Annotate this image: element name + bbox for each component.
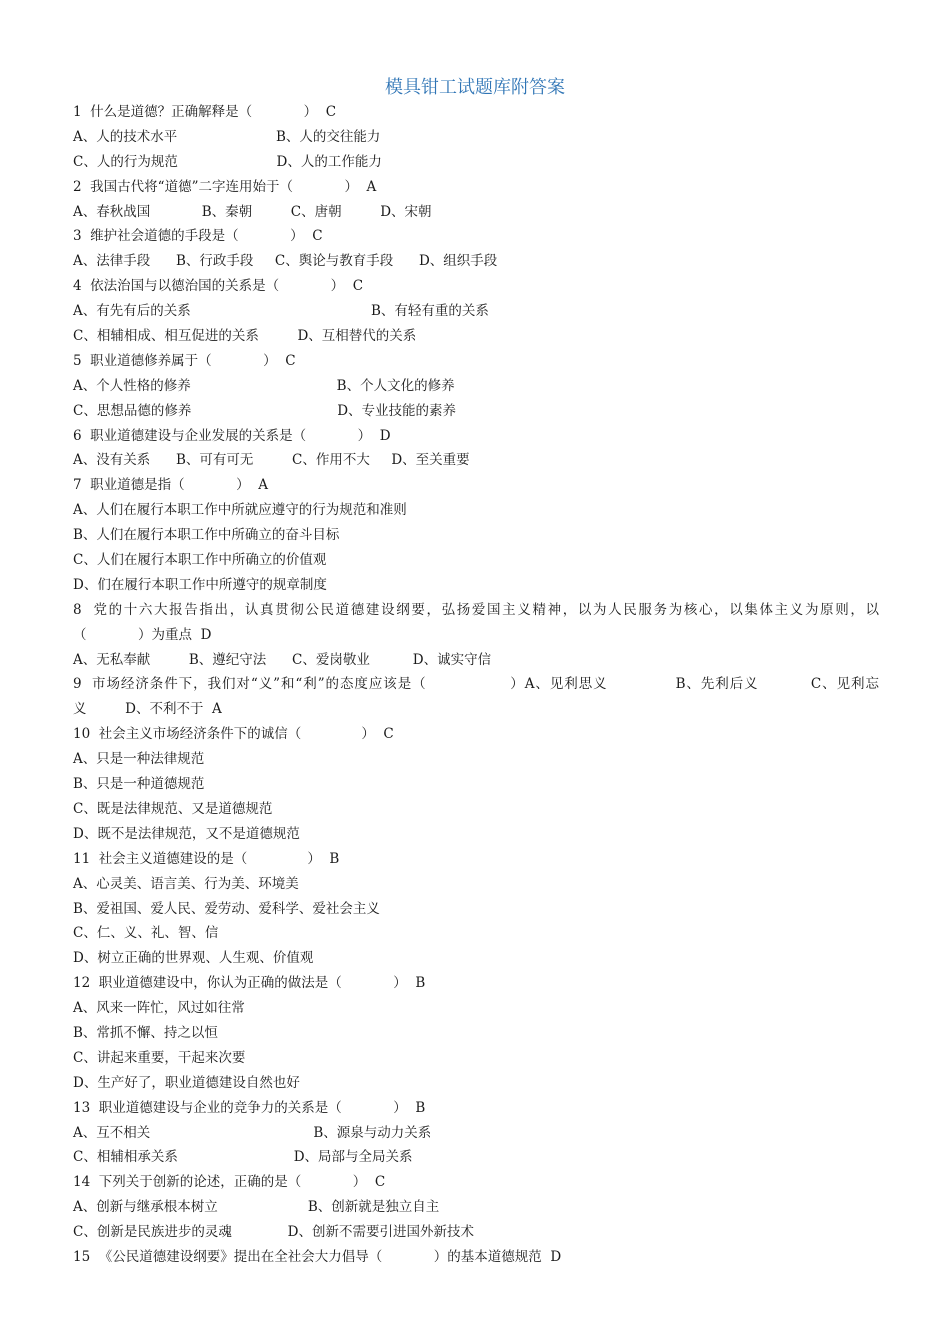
q4-options-cd: C、相辅相成、相互促进的关系 D、互相替代的关系 <box>73 328 417 345</box>
document-title: 模具钳工试题库附答案 <box>385 77 565 98</box>
q13-options-ab: A、互不相关 B、源泉与动力关系 <box>73 1124 432 1141</box>
q10-option-d: D、既不是法律规范，又不是道德规范 <box>73 825 300 842</box>
q6-options: A、没有关系 B、可有可无 C、作用不大 D、至关重要 <box>73 452 470 469</box>
q15-stem: 15 《公民道德建设纲要》提出在全社会大力倡导（ ）的基本道德规范 D <box>73 1248 562 1265</box>
q12-option-a: A、风来一阵忙，风过如往常 <box>73 1000 245 1017</box>
q7-stem: 7 职业道德是指（ ） A <box>73 477 268 494</box>
q13-options-cd: C、相辅相承关系 D、局部与全局关系 <box>73 1149 413 1166</box>
q8-stem-line1: 8 党的十六大报告指出，认真贯彻公民道德建设纲要，弘扬爱国主义精神，以为人民服务为核心，以集体主义为原则，以 <box>73 601 879 618</box>
q1-options-cd: C、人的行为规范 D、人的工作能力 <box>73 153 382 170</box>
q4-options-ab: A、有先有后的关系 B、有轻有重的关系 <box>73 303 489 320</box>
q10-option-c: C、既是法律规范、又是道德规范 <box>73 800 273 817</box>
q7-option-b: B、人们在履行本职工作中所确立的奋斗目标 <box>73 527 340 544</box>
q11-option-b: B、爱祖国、爱人民、爱劳动、爱科学、爱社会主义 <box>73 900 380 917</box>
q7-option-a: A、人们在履行本职工作中所就应遵守的行为规范和准则 <box>73 502 407 519</box>
q11-option-a: A、心灵美、语言美、行为美、环境美 <box>73 875 299 892</box>
q14-stem: 14 下列关于创新的论述，正确的是（ ） C <box>73 1174 386 1191</box>
q1-stem: 1 什么是道德？正确解释是（ ） C <box>73 104 337 120</box>
q13-stem: 13 职业道德建设与企业的竞争力的关系是（ ） B <box>73 1099 426 1116</box>
q14-options-ab: A、创新与继承根本树立 B、创新就是独立自主 <box>73 1199 440 1216</box>
q10-option-a: A、只是一种法律规范 <box>73 751 205 768</box>
q7-option-c: C、人们在履行本职工作中所确立的价值观 <box>73 552 327 569</box>
q2-options: A、春秋战国 B、秦朝 C、唐朝 D、宋朝 <box>73 203 432 220</box>
q9-stem-line2: 义 D、不利不于 A <box>73 701 222 718</box>
q11-option-c: C、仁、义、礼、智、信 <box>73 925 219 942</box>
q5-stem: 5 职业道德修养属于（ ） C <box>73 352 296 369</box>
q11-stem: 11 社会主义道德建设的是（ ） B <box>73 850 340 867</box>
q3-options: A、法律手段 B、行政手段 C、舆论与教育手段 D、组织手段 <box>73 253 498 270</box>
q12-option-b: B、常抓不懈、持之以恒 <box>73 1024 218 1041</box>
q5-options-ab: A、个人性格的修养 B、个人文化的修养 <box>73 377 455 394</box>
q14-options-cd: C、创新是民族进步的灵魂 D、创新不需要引进国外新技术 <box>73 1224 474 1241</box>
q3-stem: 3 维护社会道德的手段是（ ） C <box>73 228 323 245</box>
q8-stem-line2: （ ）为重点 D <box>73 626 212 643</box>
q6-stem: 6 职业道德建设与企业发展的关系是（ ） D <box>73 427 391 444</box>
q2-stem: 2 我国古代将“道德”二字连用始于（ ） A <box>73 178 377 195</box>
q11-option-d: D、树立正确的世界观、人生观、价值观 <box>73 950 314 967</box>
q7-option-d: D、们在履行本职工作中所遵守的规章制度 <box>73 576 327 593</box>
q9-stem-line1: 9 市场经济条件下，我们对“义”和“利”的态度应该是（ ）A、见利思义 B、先利后义 C、见利忘 <box>73 676 879 693</box>
q12-option-c: C、讲起来重要，干起来次要 <box>73 1049 246 1066</box>
q1-options-ab: A、人的技术水平 B、人的交往能力 <box>73 128 381 145</box>
q10-stem: 10 社会主义市场经济条件下的诚信（ ） C <box>73 726 394 743</box>
q12-option-d: D、生产好了，职业道德建设自然也好 <box>73 1074 300 1091</box>
q5-options-cd: C、思想品德的修养 D、专业技能的素养 <box>73 402 457 419</box>
q12-stem: 12 职业道德建设中，你认为正确的做法是（ ） B <box>73 975 426 992</box>
question-list <box>73 100 879 1270</box>
q10-option-b: B、只是一种道德规范 <box>73 776 205 793</box>
q4-stem: 4 依法治国与以德治国的关系是（ ） C <box>73 278 364 295</box>
q8-options: A、无私奉献 B、遵纪守法 C、爱岗敬业 D、诚实守信 <box>73 651 492 668</box>
